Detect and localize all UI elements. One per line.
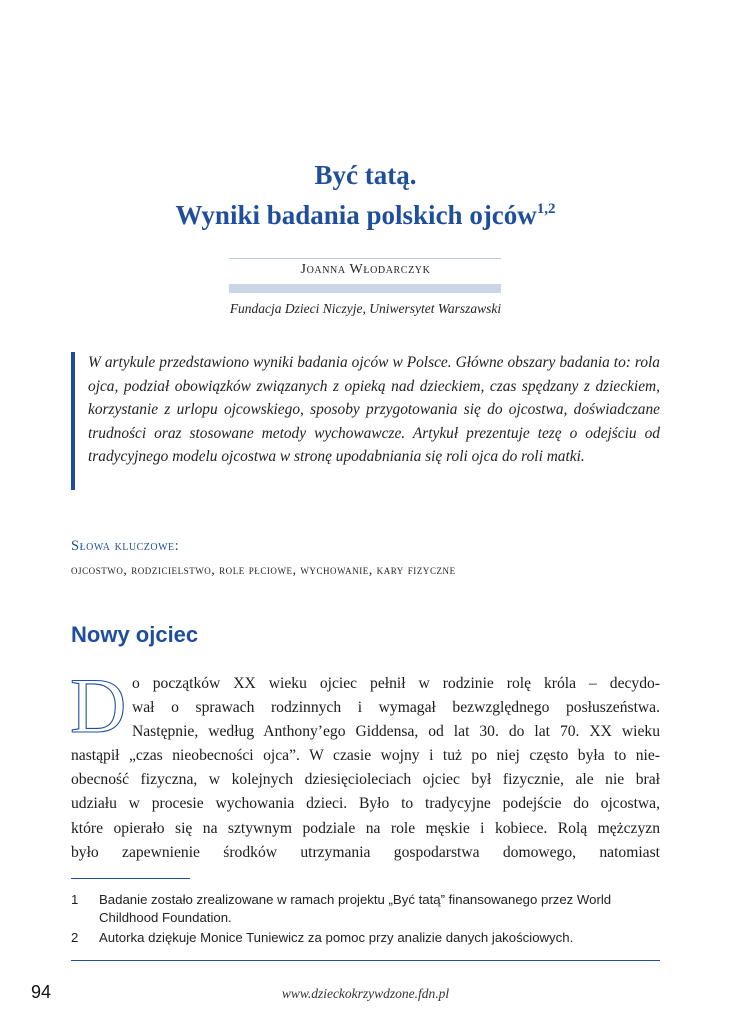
footnote-number: 2 <box>71 930 79 945</box>
footnote-text: Autorka dziękuje Monice Tuniewicz za pomoc przy analizie danych jakościowych. <box>99 930 574 945</box>
keywords-label: Słowa kluczowe: <box>71 538 180 554</box>
footer-rule <box>71 960 660 961</box>
author-top-rule <box>229 258 501 259</box>
body-line: Następnie, według Anthony’ego Giddensa, od lat 30. do lat 70. XX wieku <box>132 723 660 741</box>
footnote-rule <box>71 878 190 879</box>
abstract-accent-bar <box>71 352 75 490</box>
title-line-1: Być tatą. <box>314 160 417 190</box>
footnote-2 <box>71 929 660 947</box>
title-footnote-marks: 1,2 <box>536 201 556 217</box>
body-line: o początków XX wieku ojciec pełnił w rodzinie rolę króla – decydo- <box>132 675 660 692</box>
body-line: obecność fizyczna, w kolejnych dziesięcioleciach ojciec był fizycznie, ale nie brał <box>71 771 660 789</box>
footer-url[interactable]: www.dzieckokrzywdzone.fdn.pl <box>281 986 450 1001</box>
page-number: 94 <box>31 982 52 1002</box>
body-line: udziału w procesie wychowania dzieci. Było to tradycyjne podejście do ojcostwa, <box>71 795 660 813</box>
title-line-2 <box>0 192 731 232</box>
author-affiliation: Fundacja Dzieci Niczyje, Uniwersytet Warszawski <box>229 301 502 316</box>
body-line: było zapewnienie środków utrzymania gospodarstwa domowego, natomiast <box>71 843 660 861</box>
title-line-2-text: Wyniki badania polskich ojców <box>175 200 537 230</box>
author-name: Joanna Włodarczyk <box>300 262 431 277</box>
author-band <box>229 284 501 293</box>
body-paragraph <box>71 672 660 865</box>
dropcap-glyph: D <box>70 672 127 738</box>
footnote-number: 1 <box>71 892 79 907</box>
body-line: wał o sprawach rodzinnych i wymagał bezwzględnego posłuszeństwa. <box>132 699 660 717</box>
footnote-text: Badanie zostało zrealizowane w ramach projektu „Być tatą” finansowanego przez World Childhood Foundation. <box>99 892 612 925</box>
body-line: które opierało się na sztywnym podziale na role męskie i kobiece. Rolą mężczyzn <box>71 819 660 837</box>
keywords-list: ojcostwo, rodzicielstwo, role płciowe, wychowanie, kary fizyczne <box>71 562 456 577</box>
section-heading: Nowy ojciec <box>71 622 199 647</box>
footnotes <box>71 891 660 950</box>
article-title <box>0 158 731 232</box>
body-line: nastąpił „czas nieobecności ojca”. W czasie wojny i tuż po niej często była to nie- <box>71 747 660 765</box>
abstract-text: W artykule przedstawiono wyniki badania ojców w Polsce. Główne obszary badania to: rola ojca, podział obowiązków związanych z opieką nad dzieckiem, czas spędzany z dzieckiem, korzystanie z urlopu ojcowskiego, sposoby przygotowania się do ojcostwa, doświadczane trudności oraz stosowane metody wychowawcze. Artykuł prezentuje tezę o odejściu od tradycyjnego modelu ojcostwa w stronę upodabniania się roli ojca do roli matki. <box>88 354 660 466</box>
footnote-1 <box>71 891 660 926</box>
